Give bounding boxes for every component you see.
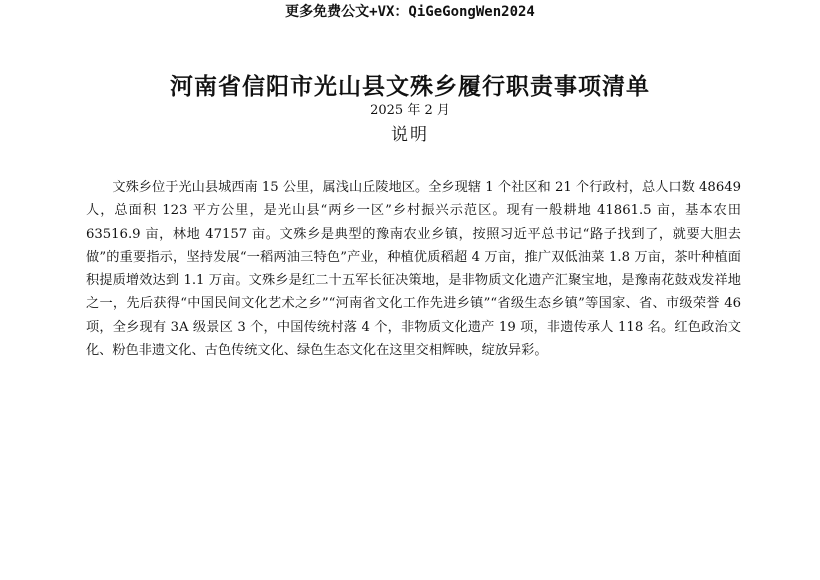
document-title: 河南省信阳市光山县文殊乡履行职责事项清单 xyxy=(170,73,650,100)
document-date: 2025 年 2 月 xyxy=(370,103,450,118)
body-paragraph: 文殊乡位于光山县城西南 15 公里，属浅山丘陵地区。全乡现辖 1 个社区和 21 个行政村，总人口数 48649 人，总面积 123 平方公里，是光山县“两乡一区”乡村振兴示范区。现有一般耕地 41861.5 亩，基本农田 63516.9 亩，林地 47157 亩。文殊乡是典型的豫南农业乡镇，按照习近平总书记“路子找到了，就要大胆去做”的重要指示，坚持发展“一稻两油三特色”产业，种植优质稻超 4 万亩，推广双低油菜 1.8 万亩，茶叶种植面积提质增效达到 1.1 万亩。文殊乡是红二十五军长征决策地，是非物质文化遗产汇聚宝地，是豫南花鼓戏发祥地之一，先后获得“中国民间文化艺术之乡”“河南省文化工作先进乡镇”“省级生态乡镇”等国家、省、市级荣誉 46 项，全乡现有 3A 级景区 3 个，中国传统村落 4 个，非物质文化遗产 19 项，非遗传承人 118 名。红色政治文化、粉色非遗文化、古色传统文化、绿色生态文化在这里交相辉映，绽放异彩。 xyxy=(86,180,741,359)
section-title: 说明 xyxy=(391,125,429,145)
header-note: 更多免费公文+VX：QiGeGongWen2024 xyxy=(285,4,535,20)
